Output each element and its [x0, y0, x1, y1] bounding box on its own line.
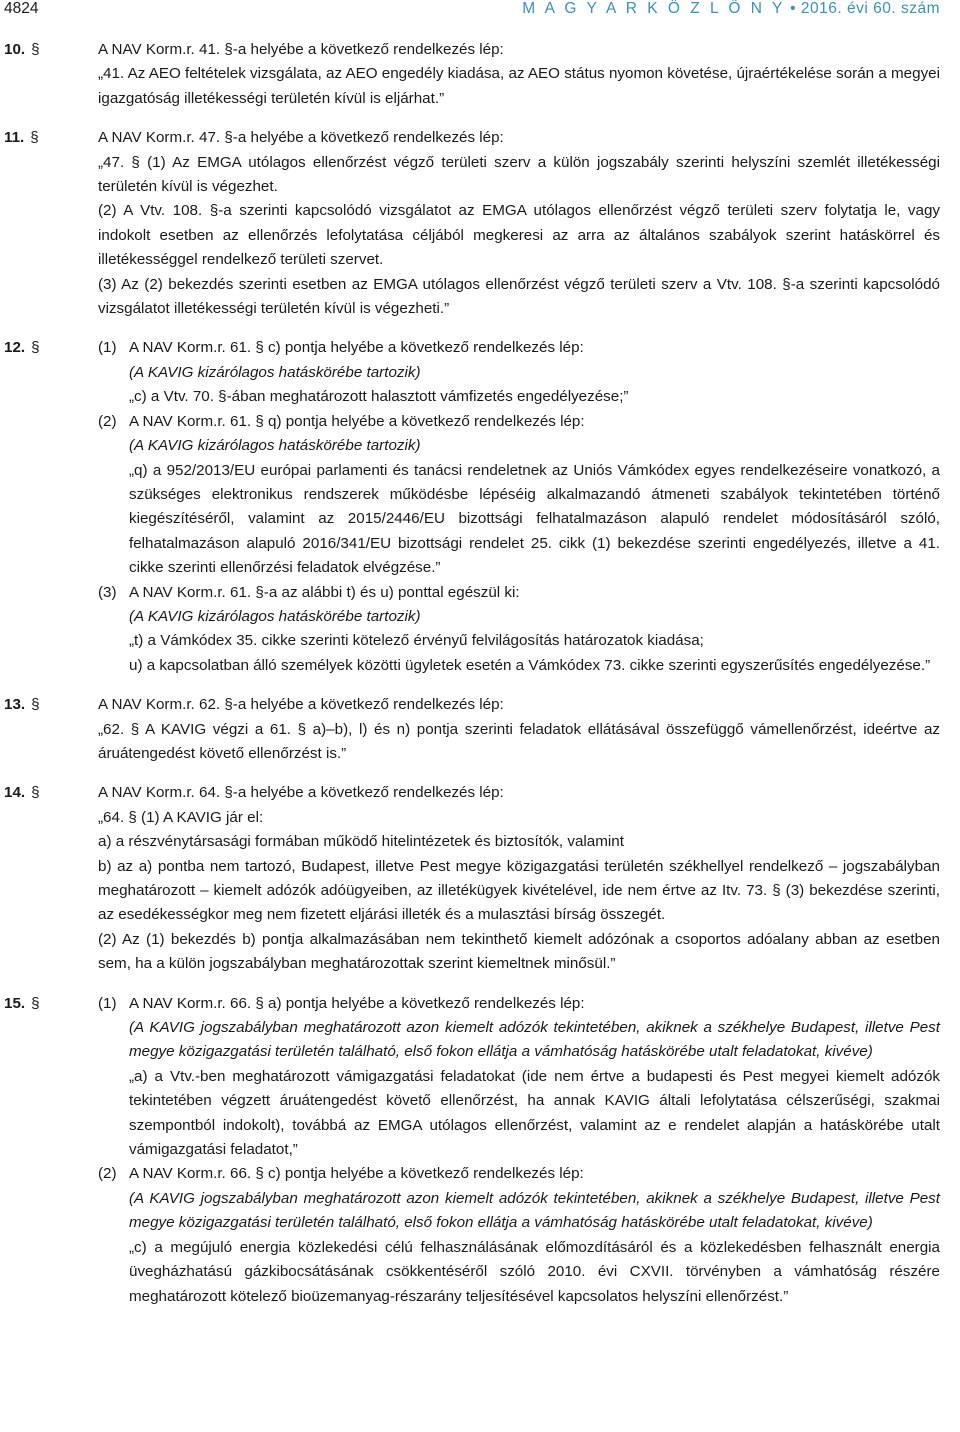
journal-header [522, 0, 940, 18]
subsection-text: „c) a megújuló energia közlekedési célú felhasználásának előmozdításáról és a közlekedésben felhasznált energia üvegházhatású gázkibocsátásának csökkentéséről szóló 2010. évi CXVII. törvényben a vámhatóság részére meghatározott kötelező bioüzemanyag-részarány teljesítésével kapcsolatos helyszíni ellenőrzést.” [129, 1238, 940, 1305]
subsection-intro: A NAV Korm.r. 66. § c) pontja helyébe a következő rendelkezés lép: [129, 1165, 584, 1183]
section-intro: A NAV Korm.r. 47. §-a helyébe a következő rendelkezés lép: [98, 129, 504, 147]
section-text: „62. § A KAVIG végzi a 61. § a)–b), l) és n) pontja szerinti feladatok ellátásával összefüggő vámellenőrzést, ideértve az áruátengedést követő ellenőrzést is.” [98, 720, 940, 762]
paragraph: (2) Az (1) bekezdés b) pontja alkalmazásában nem tekinthető kiemelt adózónak a csoportos adóalany abban az esetben sem, ha a külön jogszabályban meghatározottak szerint kiemeltnek minősül.” [98, 930, 940, 973]
subsection-number: (2) [98, 1165, 117, 1183]
document-body [4, 38, 940, 1309]
journal-title: M A G Y A R K Ö Z L Ö N Y [522, 0, 786, 17]
section-14 [4, 781, 940, 976]
subsection-text: „q) a 952/2013/EU európai parlamenti és tanácsi rendeletnek az Uniós Vámkódex egyes rendelkezéseire vonatkozó, a szükséges elektronikus rendszerek működésbe lépéséig alkalmazandó átmeneti szabályok tekintetében történő kiegészítéséről, valamint az 2015/2446/EU bizottsági felhatalmazáson alapuló rendelet módosításáról szóló, felhatalmazáson alapuló 2016/341/EU bizottsági rendelet 25. cikk (1) bekezdése szerinti engedélyezés, illetve a 41. cikke szerinti ellenőrzési feladatok elvégzése.” [129, 461, 940, 577]
italic-note: (A KAVIG jogszabályban meghatározott azon kiemelt adózók tekintetében, akiknek a székhelye Budapest, illetve Pest megye közigazgatási területén található, első fokon ellátja a vámhatóság hatáskörébe utalt feladatokat, kivéve) [129, 1019, 940, 1061]
section-15 [4, 992, 940, 1309]
paragraph: (3) Az (2) bekezdés szerinti esetben az EMGA utólagos ellenőrzést végző területi szerv a Vtv. 108. §-a szerinti kapcsolódó vizsgálatot illetékességi területén kívül is végezheti.” [98, 275, 940, 318]
italic-note: (A KAVIG kizárólagos hatáskörébe tartozik) [129, 437, 421, 455]
subsection-text: „c) a Vtv. 70. §-ában meghatározott halasztott vámfizetés engedélyezése;” [129, 388, 629, 406]
point-u: u) a kapcsolatban álló személyek közötti ügyletek esetén a Vámkódex 73. cikke szerinti egyszerűsítés engedélyezése.” [129, 656, 931, 674]
section-intro: A NAV Korm.r. 62. §-a helyébe a következő rendelkezés lép: [98, 696, 504, 714]
subsection-number: (1) [98, 339, 117, 357]
section-number: 11. § [4, 129, 39, 147]
subsection-intro: A NAV Korm.r. 66. § a) pontja helyébe a következő rendelkezés lép: [129, 994, 585, 1012]
subsection-text: „a) a Vtv.-ben meghatározott vámigazgatási feladatokat (ide nem értve a budapesti és Pest megyei kiemelt adózók tekintetében végzett áruátengedést követő ellenőrzést, ha annak KAVIG általi lefolytatása célszerűségi, szakmai szempontból indokolt), továbbá az EMGA utólagos ellenőrzést, valamint az e rendelet alapján a hatáskörébe utalt vámigazgatási feladatot,” [129, 1067, 940, 1159]
section-number: 15. § [4, 994, 40, 1012]
section-10 [4, 38, 940, 111]
section-number: 12. § [4, 339, 40, 357]
section-intro: A NAV Korm.r. 64. §-a helyébe a következő rendelkezés lép: [98, 784, 504, 802]
subsection-number: (2) [98, 412, 117, 430]
subsection-1 [98, 992, 940, 1163]
paragraph: (2) A Vtv. 108. §-a szerinti kapcsolódó vizsgálatot az EMGA utólagos ellenőrzést végző területi szerv folytatja le, vagy indokolt esetben az ellenőrzés lefolytatása céljából megkeresi az arra az általános szabályok szerint hatáskörrel és illetékességgel rendelkező területi szervet. [98, 202, 940, 269]
point-t: „t) a Vámkódex 35. cikke szerinti kötelező érvényű felvilágosítás határozatok kiadása; [129, 632, 704, 650]
page-header [4, 0, 940, 30]
subsection-2 [98, 1162, 940, 1308]
subsection-2 [98, 410, 940, 581]
section-number: 10. § [4, 41, 40, 58]
section-number: 14. § [4, 784, 40, 802]
subsection-intro: A NAV Korm.r. 61. §-a az alábbi t) és u) ponttal egészül ki: [129, 583, 520, 601]
section-text: „41. Az AEO feltételek vizsgálata, az AEO engedély kiadása, az AEO státus nyomon követése, újraértékelése során a megyei igazgatóság illetékességi területén kívül is eljárhat.” [98, 65, 940, 107]
section-intro: A NAV Korm.r. 41. §-a helyébe a következő rendelkezés lép: [98, 41, 504, 58]
header-bullet: • [790, 0, 797, 17]
subsection-intro: A NAV Korm.r. 61. § c) pontja helyébe a következő rendelkezés lép: [129, 339, 584, 357]
subsection-1 [98, 336, 940, 409]
section-number: 13. § [4, 696, 40, 714]
italic-note: (A KAVIG jogszabályban meghatározott azon kiemelt adózók tekintetében, akiknek a székhelye Budapest, illetve Pest megye közigazgatási területén található, első fokon ellátja a vámhatóság hatáskörébe utalt feladatokat, kivéve) [129, 1189, 940, 1232]
paragraph: „64. § (1) A KAVIG jár el: [98, 808, 264, 826]
section-11 [4, 126, 940, 321]
page-number: 4824 [4, 0, 39, 17]
italic-note: (A KAVIG kizárólagos hatáskörébe tartozik) [129, 363, 421, 381]
paragraph: „47. § (1) Az EMGA utólagos ellenőrzést végző területi szerv a külön jogszabály szerinti helyszíni szemlét illetékességi területén kívül is végezhet. [98, 153, 940, 196]
issue-label: 2016. évi 60. szám [800, 0, 940, 17]
subsection-intro: A NAV Korm.r. 61. § q) pontja helyébe a következő rendelkezés lép: [129, 412, 585, 430]
subsection-number: (3) [98, 583, 117, 601]
subsection-3 [98, 581, 940, 679]
subsection-number: (1) [98, 994, 117, 1012]
italic-note: (A KAVIG kizárólagos hatáskörébe tartozik) [129, 607, 421, 625]
section-13 [4, 693, 940, 766]
point-a: a) a részvénytársasági formában működő hitelintézetek és biztosítók, valamint [98, 833, 624, 851]
point-b: b) az a) pontba nem tartozó, Budapest, illetve Pest megye közigazgatási területén székhellyel rendelkező – jogszabályban meghatározott – kiemelt adózók adóügyeiben, az illetékügyek kivételével, ide nem értve az Itv. 73. § (3) bekezdése szerinti, az esedékességkor meg nem fizetett eljárási illeték és a mulasztási bírság összegét. [98, 857, 940, 924]
section-12 [4, 336, 940, 678]
